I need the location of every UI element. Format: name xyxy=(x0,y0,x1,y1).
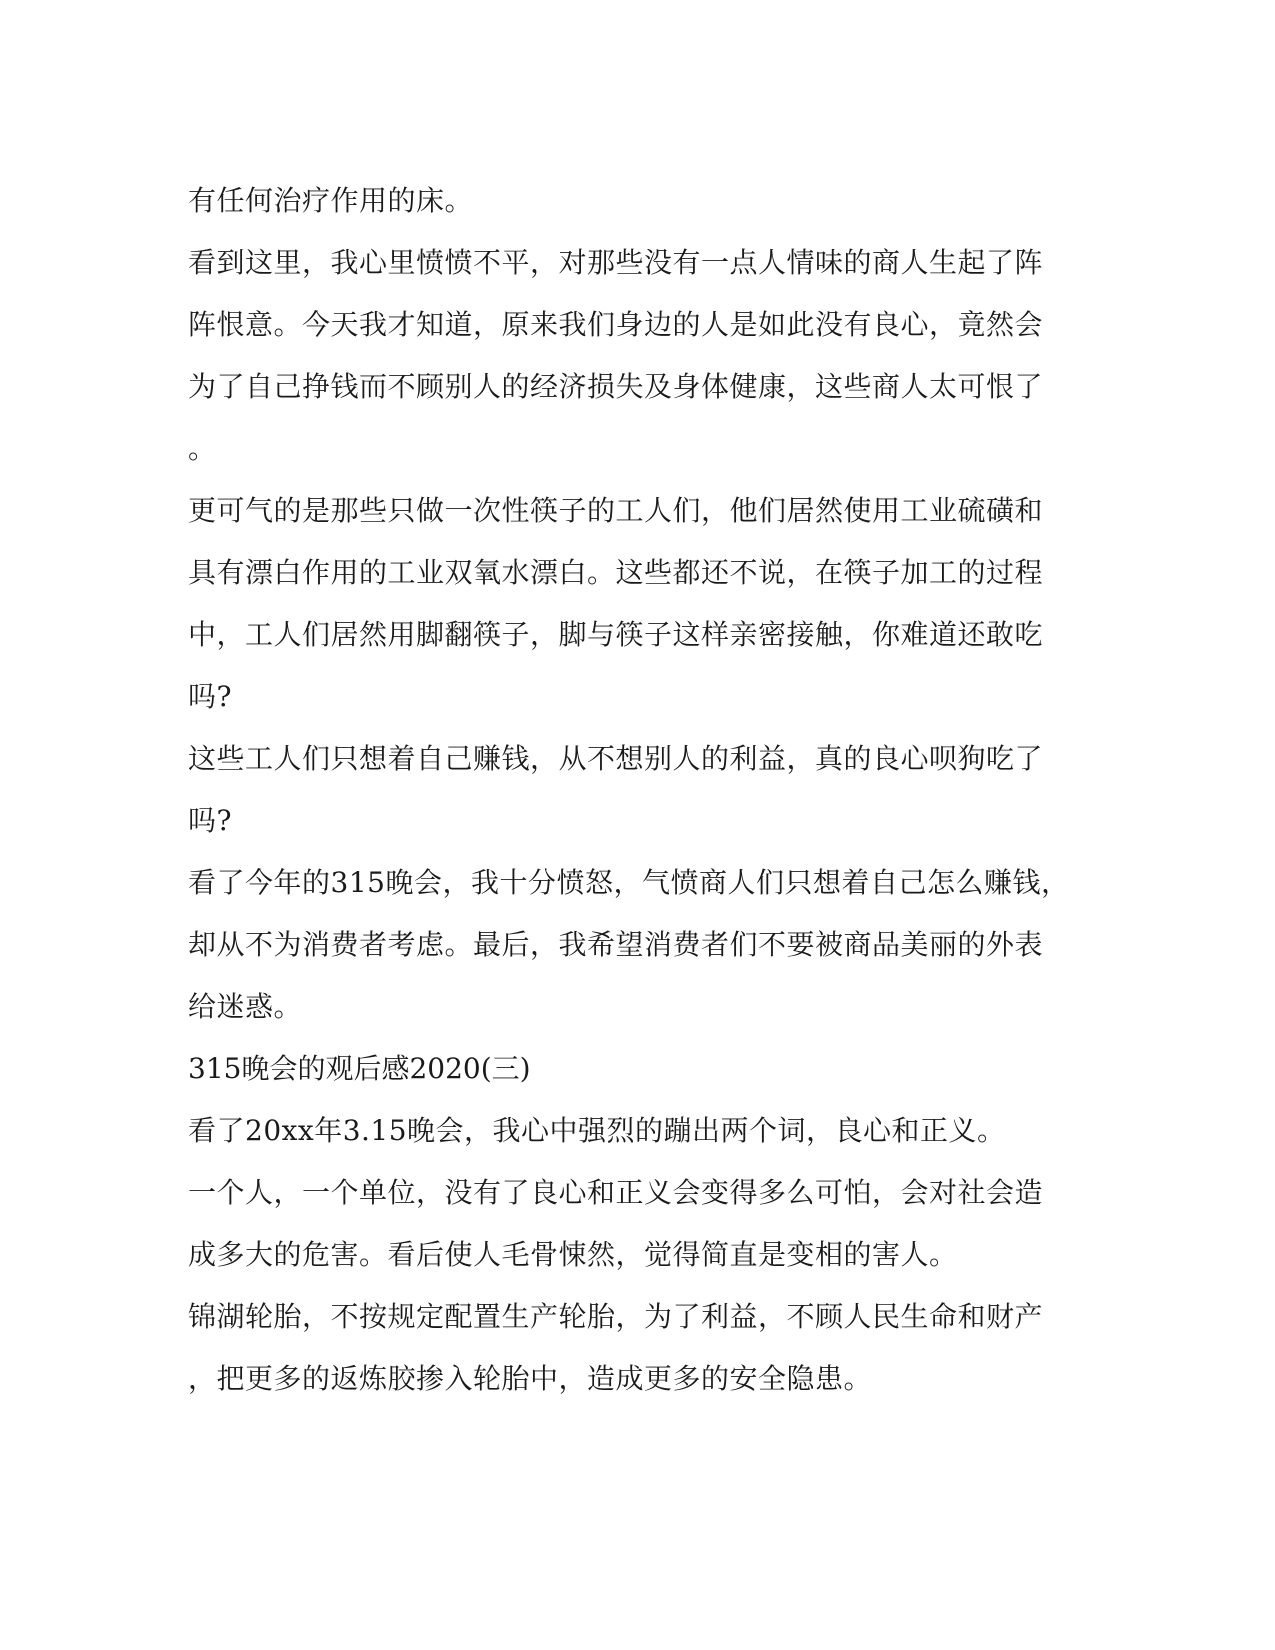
document-body xyxy=(188,170,1068,1410)
paragraph-line: 具有漂白作用的工业双氧水漂白。这些都还不说，在筷子加工的过程 xyxy=(188,556,1044,589)
paragraph-line: 有任何治疗作用的床。 xyxy=(188,184,474,217)
paragraph-line: 。 xyxy=(188,432,217,465)
paragraph-line: 吗? xyxy=(188,804,233,837)
paragraph-line: 更可气的是那些只做一次性筷子的工人们，他们居然使用工业硫磺和 xyxy=(188,494,1044,527)
paragraph-line: 吗? xyxy=(188,680,233,713)
section-heading: 315晚会的观后感2020(三) xyxy=(188,1052,531,1085)
paragraph-line: 却从不为消费者考虑。最后，我希望消费者们不要被商品美丽的外表 xyxy=(188,928,1044,961)
paragraph-line: 这些工人们只想着自己赚钱，从不想别人的利益，真的良心呗狗吃了 xyxy=(188,742,1044,775)
paragraph-line: ，把更多的返炼胶掺入轮胎中，造成更多的安全隐患。 xyxy=(188,1362,873,1395)
paragraph-line: 锦湖轮胎，不按规定配置生产轮胎，为了利益，不顾人民生命和财产 xyxy=(188,1300,1044,1333)
paragraph-line: 一个人，一个单位，没有了良心和正义会变得多么可怕，会对社会造 xyxy=(188,1176,1044,1209)
paragraph-line: 给迷惑。 xyxy=(188,990,303,1023)
paragraph-line: 中，工人们居然用脚翻筷子，脚与筷子这样亲密接触，你难道还敢吃 xyxy=(188,618,1044,651)
paragraph-line: 为了自己挣钱而不顾别人的经济损失及身体健康，这些商人太可恨了 xyxy=(188,370,1044,403)
paragraph-line: 看了20xx年3.15晚会，我心中强烈的蹦出两个词，良心和正义。 xyxy=(188,1114,1006,1147)
paragraph-line: 成多大的危害。看后使人毛骨悚然，觉得简直是变相的害人。 xyxy=(188,1238,958,1271)
paragraph-line: 看了今年的315晚会，我十分愤怒，气愤商人们只想着自己怎么赚钱， xyxy=(188,866,1070,899)
paragraph-line: 看到这里，我心里愤愤不平，对那些没有一点人情味的商人生起了阵 xyxy=(188,246,1044,279)
paragraph-line: 阵恨意。今天我才知道，原来我们身边的人是如此没有良心，竟然会 xyxy=(188,308,1044,341)
